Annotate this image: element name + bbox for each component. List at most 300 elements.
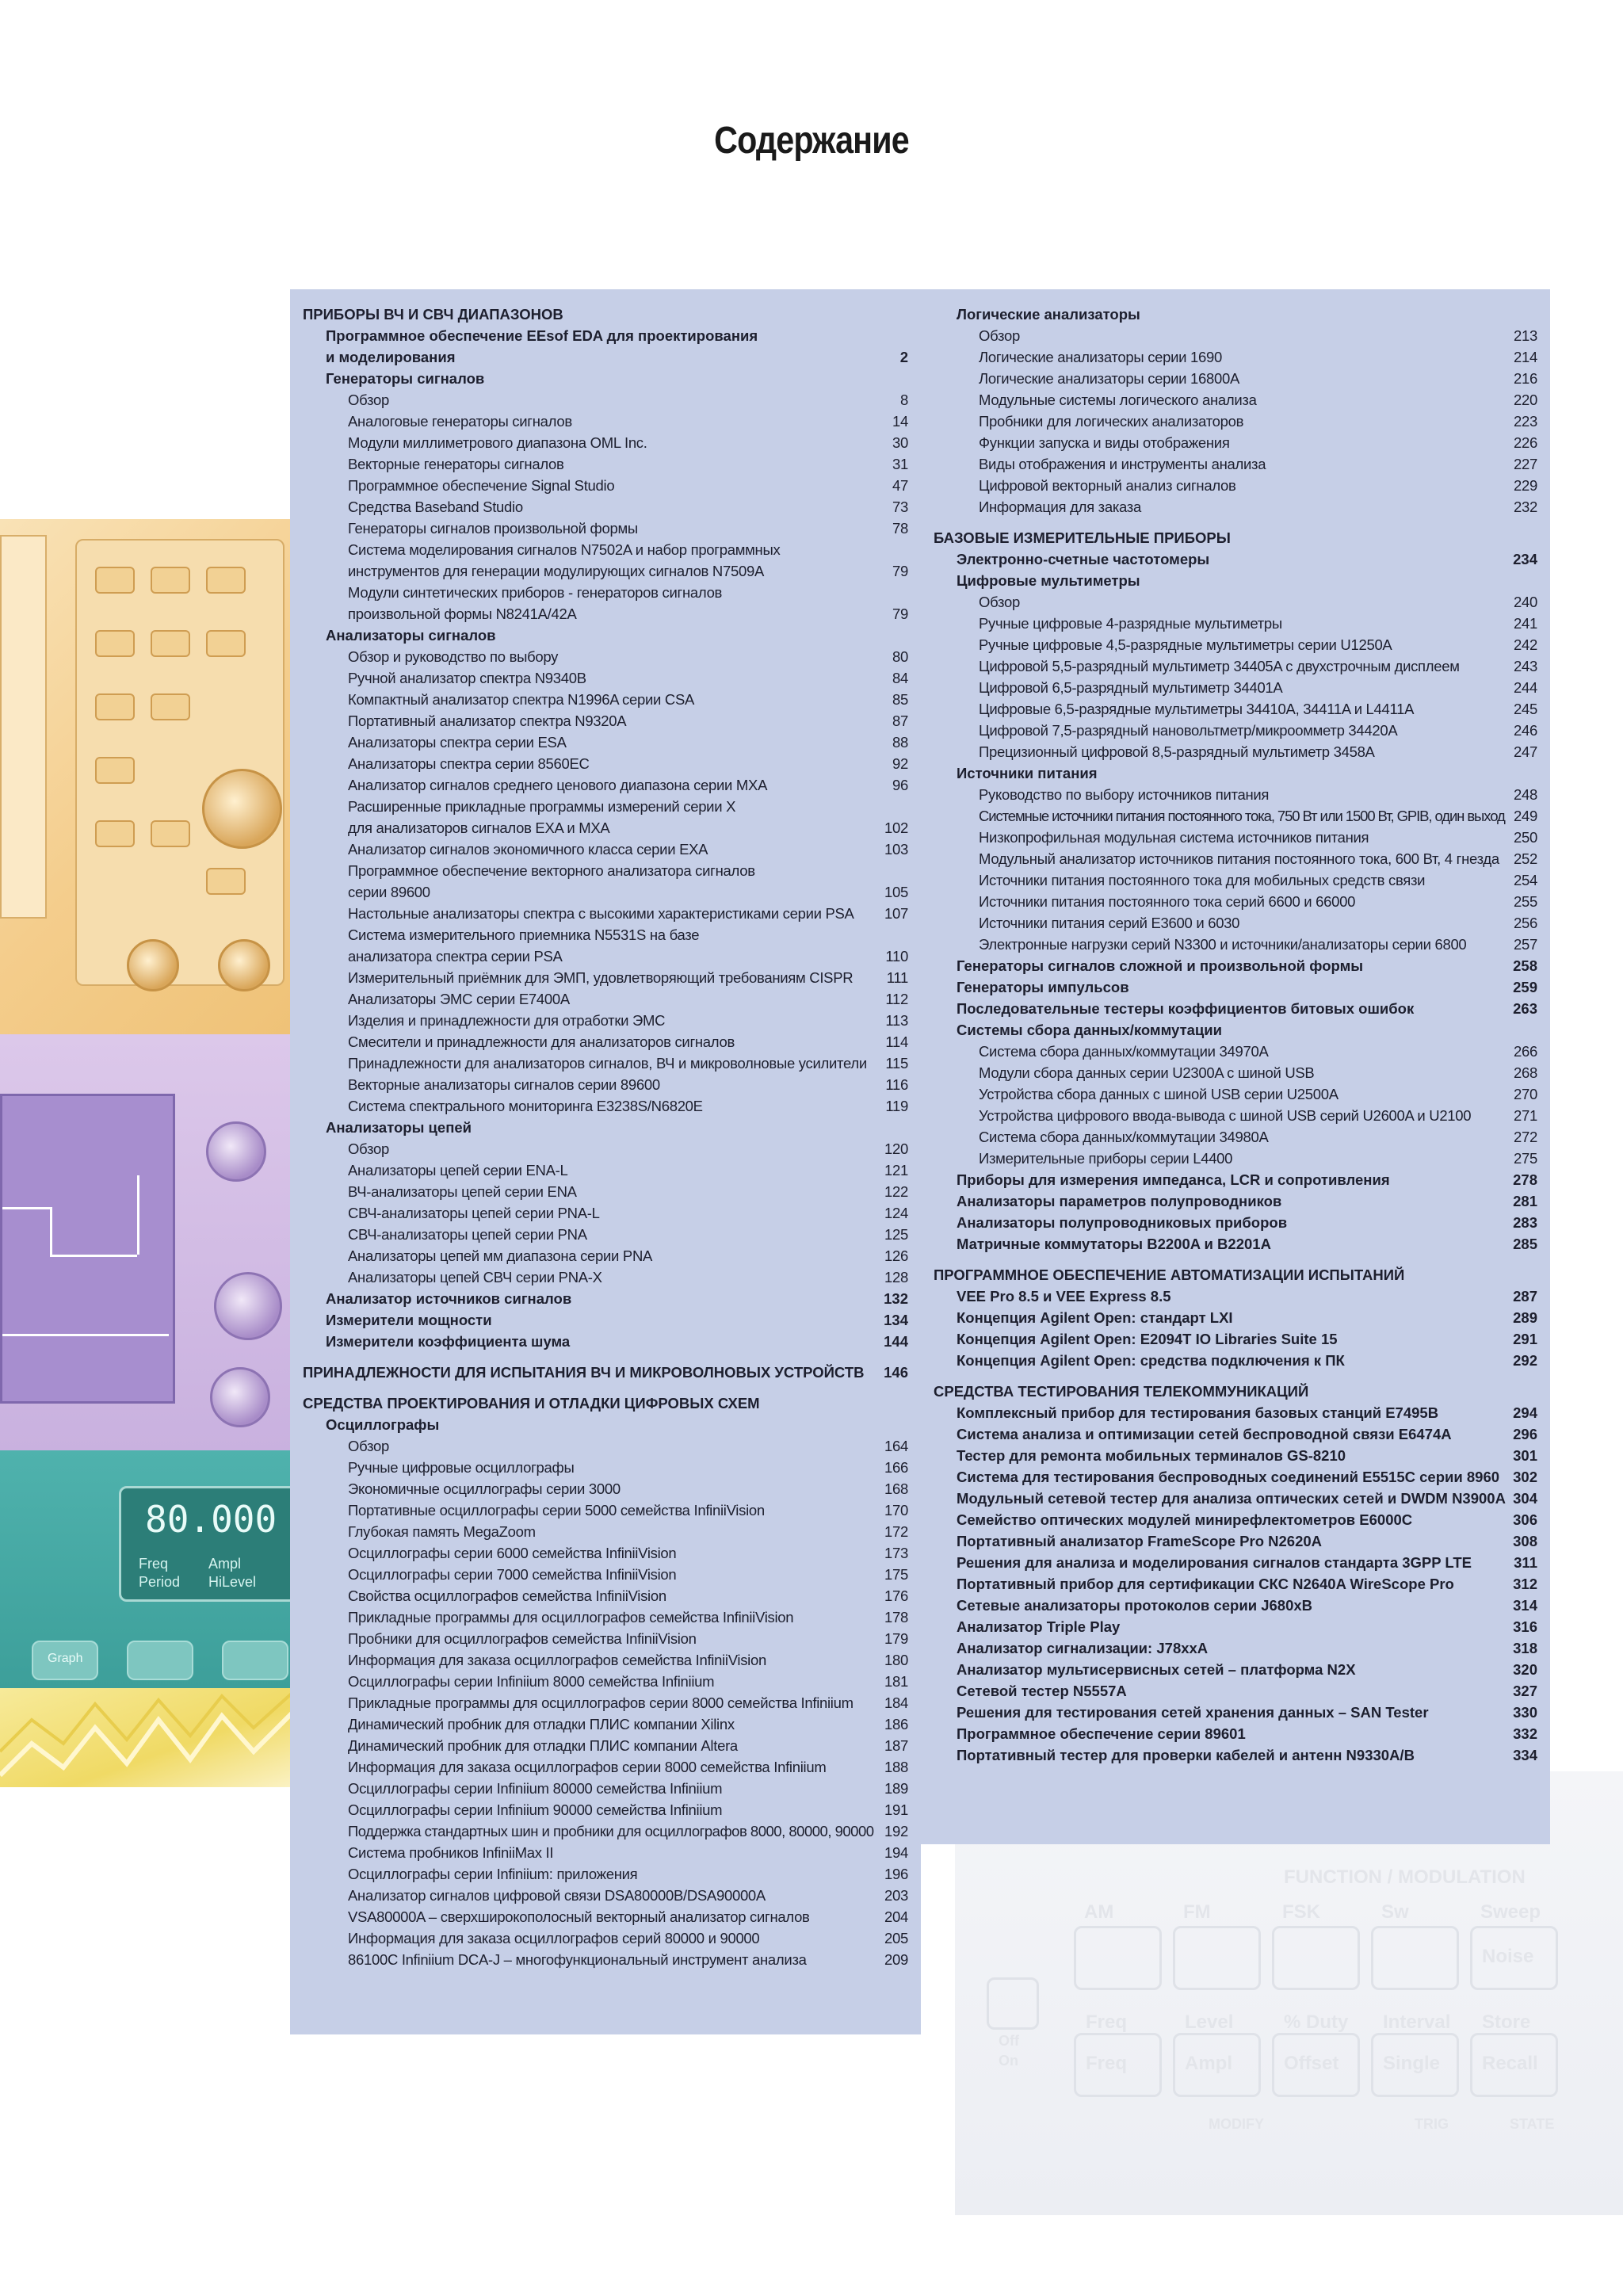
generator-key-label: Period xyxy=(139,1574,181,1590)
toc-entry-title: Система моделирования сигналов N7502A и набор программных xyxy=(348,541,781,558)
toc-subsection xyxy=(303,1414,908,1435)
toc-entry xyxy=(934,848,1537,869)
waveform-trace xyxy=(50,1207,52,1255)
toc-page-number: 124 xyxy=(884,1205,908,1221)
panel-key xyxy=(151,630,190,657)
toc-entry xyxy=(303,1266,908,1288)
toc-entry xyxy=(303,881,908,903)
toc-section-heading xyxy=(934,1264,1537,1286)
toc-entry-title: Модульный анализатор источников питания постоянного тока, 600 Вт, 4 гнезда xyxy=(979,850,1499,867)
toc-entry-title: Информация для заказа xyxy=(979,499,1141,515)
toc-entry xyxy=(934,1148,1537,1169)
toc-entry-title: Свойства осциллографов семейства InfiniiVision xyxy=(348,1587,666,1604)
toc-subsection xyxy=(934,548,1537,570)
toc-page-number: 311 xyxy=(1514,1554,1537,1571)
toc-page-number: 272 xyxy=(1514,1129,1537,1145)
toc-entry-title: Матричные коммутаторы B2200A и B2201A xyxy=(957,1236,1271,1252)
toc-page-number: 314 xyxy=(1513,1597,1537,1614)
toc-page-number: 112 xyxy=(885,991,908,1007)
toc-entry-title: Ручные цифровые 4,5-разрядные мультиметры серии U1250A xyxy=(979,636,1392,653)
toc-entry-title: СРЕДСТВА ТЕСТИРОВАНИЯ ТЕЛЕКОММУНИКАЦИЙ xyxy=(934,1383,1309,1400)
toc-subsection xyxy=(934,1423,1537,1445)
toc-entry-title: Цифровой 6,5-разрядный мультиметр 34401A xyxy=(979,679,1283,696)
toc-page-number: 283 xyxy=(1513,1214,1537,1231)
toc-subsection xyxy=(934,1680,1537,1702)
toc-entry xyxy=(934,475,1537,496)
connector-knob xyxy=(218,939,270,991)
toc-entry xyxy=(303,667,908,689)
toc-entry xyxy=(303,1756,908,1778)
panel-key xyxy=(151,820,190,847)
toc-page-number: 84 xyxy=(892,670,908,686)
toc-entry-title: Модули сбора данных серии U2300A с шиной USB xyxy=(979,1064,1315,1081)
toc-page-number: 175 xyxy=(884,1566,908,1583)
toc-entry-title: Анализатор сигналов экономичного класса серии EXA xyxy=(348,841,708,858)
toc-entry-title: Анализаторы цепей серии ENA-L xyxy=(348,1162,568,1179)
toc-page-number: 85 xyxy=(892,691,908,708)
toc-subsection xyxy=(303,325,908,346)
toc-entry xyxy=(303,389,908,411)
toc-entry xyxy=(303,1820,908,1842)
toc-entry xyxy=(303,1778,908,1799)
toc-page-number: 178 xyxy=(884,1609,908,1626)
toc-page-number: 192 xyxy=(884,1823,908,1839)
instrument-screen xyxy=(0,535,47,919)
toc-entry-title: Пробники для логических анализаторов xyxy=(979,413,1244,430)
toc-page-number: 80 xyxy=(892,648,908,665)
toc-entry-title: Информация для заказа осциллографов серий 80000 и 90000 xyxy=(348,1930,760,1946)
toc-entry xyxy=(303,1649,908,1671)
toc-page-number: 176 xyxy=(884,1587,908,1604)
power-off-label: Off xyxy=(999,2033,1019,2049)
panel-key xyxy=(206,567,246,594)
toc-entry-title: Анализаторы ЭМС серии E7400A xyxy=(348,991,570,1007)
key-label: % Duty xyxy=(1284,2011,1349,2033)
toc-entry-title: инструментов для генерации модулирующих сигналов N7509A xyxy=(348,563,764,579)
toc-entry xyxy=(934,432,1537,453)
toc-subsection xyxy=(934,1723,1537,1744)
toc-subsection xyxy=(934,570,1537,591)
toc-entry xyxy=(303,496,908,518)
toc-page-number: 73 xyxy=(892,499,908,515)
toc-page-number: 132 xyxy=(884,1290,908,1307)
toc-entry-title: Генераторы сигналов произвольной формы xyxy=(348,520,638,537)
toc-page-number: 107 xyxy=(884,905,908,922)
toc-entry-title: Анализаторы параметров полупроводников xyxy=(957,1193,1282,1209)
toc-entry xyxy=(303,753,908,774)
toc-subsection xyxy=(934,1212,1537,1233)
toc-page-number: 246 xyxy=(1514,722,1537,739)
toc-subsection xyxy=(934,1637,1537,1659)
toc-entry-title: Источники питания постоянного тока серий 6600 и 66000 xyxy=(979,893,1356,910)
toc-page-number: 87 xyxy=(892,712,908,729)
toc-entry-title: Информация для заказа осциллографов семейства InfiniiVision xyxy=(348,1652,766,1668)
waveform-trace xyxy=(137,1175,139,1255)
toc-page-number: 289 xyxy=(1513,1309,1537,1326)
toc-entry-title: Средства Baseband Studio xyxy=(348,499,523,515)
toc-entry-title: Анализаторы спектра серии 8560EC xyxy=(348,755,590,772)
toc-entry xyxy=(303,1927,908,1949)
toc-entry-title: Пробники для осциллографов семейства InfiniiVision xyxy=(348,1630,697,1647)
toc-entry-title: VSA80000A – сверхширокополосный векторный анализатор сигналов xyxy=(348,1908,810,1925)
toc-entry xyxy=(934,698,1537,720)
toc-entry-title: Система пробников InfiniiMax II xyxy=(348,1844,554,1861)
toc-entry xyxy=(934,827,1537,848)
toc-entry-title: Анализатор источников сигналов xyxy=(326,1290,572,1307)
toc-entry-title: Прецизионный цифровой 8,5-разрядный мультиметр 3458A xyxy=(979,743,1375,760)
toc-entry-title: БАЗОВЫЕ ИЗМЕРИТЕЛЬНЫЕ ПРИБОРЫ xyxy=(934,529,1231,546)
toc-entry xyxy=(934,613,1537,634)
waveform-key xyxy=(1173,1901,1261,1990)
toc-entry-title: Система сбора данных/коммутации 34970A xyxy=(979,1043,1269,1060)
toc-page-number: 316 xyxy=(1513,1618,1537,1635)
toc-entry xyxy=(934,677,1537,698)
toc-entry-title: Ручные цифровые 4-разрядные мультиметры xyxy=(979,615,1282,632)
toc-entry xyxy=(303,903,908,924)
toc-page-number: 291 xyxy=(1513,1331,1537,1347)
toc-entry-title: Портативный анализатор FrameScope Pro N2620A xyxy=(957,1533,1323,1549)
toc-entry-title: Анализаторы цепей СВЧ серии PNA-X xyxy=(348,1269,602,1286)
panel-key xyxy=(95,757,135,784)
toc-page-number: 318 xyxy=(1513,1640,1537,1656)
toc-page-number: 240 xyxy=(1514,594,1537,610)
key-label: AM xyxy=(1084,1901,1114,1923)
toc-entry-title: Логические анализаторы xyxy=(957,306,1140,323)
toc-entry-title: и моделирования xyxy=(326,349,456,365)
toc-page-number: 287 xyxy=(1513,1288,1537,1305)
toc-page-number: 128 xyxy=(884,1269,908,1286)
toc-page-number: 302 xyxy=(1513,1469,1537,1485)
toc-subsection xyxy=(934,1019,1537,1041)
toc-entry xyxy=(303,518,908,539)
toc-entry xyxy=(934,720,1537,741)
generator-key-label: HiLevel xyxy=(208,1574,257,1590)
toc-page-number: 120 xyxy=(884,1140,908,1157)
toc-page-number: 223 xyxy=(1514,413,1537,430)
toc-entry-title: Измерительные приборы серии L4400 xyxy=(979,1150,1233,1167)
toc-page-number: 113 xyxy=(885,1012,908,1029)
generator-key-label: Ampl xyxy=(208,1556,242,1572)
toc-page-number: 168 xyxy=(884,1480,908,1497)
toc-entry-title: Анализаторы цепей xyxy=(326,1119,472,1136)
toc-page-number: 301 xyxy=(1513,1447,1537,1464)
toc-entry xyxy=(934,634,1537,655)
toc-entry-title: Принадлежности для анализаторов сигналов, ВЧ и микроволновые усилители xyxy=(348,1055,867,1072)
toc-page-number: 105 xyxy=(884,884,908,900)
key-label: Single xyxy=(1383,2053,1441,2074)
key-label: FM xyxy=(1183,1901,1211,1923)
toc-entry xyxy=(303,539,908,560)
toc-page-number: 270 xyxy=(1514,1086,1537,1102)
toc-entry-title: Поддержка стандартных шин и пробники для осциллографов 8000, 80000, 90000 xyxy=(348,1823,874,1839)
toc-entry-title: Программное обеспечение серии 89601 xyxy=(957,1725,1246,1742)
toc-section-heading xyxy=(934,527,1537,548)
power-on-label: On xyxy=(999,2053,1018,2069)
toc-entry xyxy=(303,1435,908,1457)
toc-page-number: 306 xyxy=(1513,1511,1537,1528)
toc-page-number: 327 xyxy=(1513,1683,1537,1699)
rotary-knob xyxy=(202,769,282,849)
toc-entry xyxy=(303,1138,908,1159)
toc-page-number: 184 xyxy=(884,1694,908,1711)
toc-page-number: 122 xyxy=(884,1183,908,1200)
toc-entry xyxy=(303,1564,908,1585)
toc-subsection xyxy=(934,1169,1537,1190)
toc-entry-title: Источники питания xyxy=(957,765,1098,781)
toc-page-number: 263 xyxy=(1513,1000,1537,1017)
generator-key xyxy=(32,1641,98,1680)
toc-page-number: 220 xyxy=(1514,392,1537,408)
toc-entry-title: Анализаторы полупроводниковых приборов xyxy=(957,1214,1288,1231)
panel-key xyxy=(206,630,246,657)
toc-entry xyxy=(303,1478,908,1499)
toc-entry-title: Решения для анализа и моделирования сигналов стандарта 3GPP LTE xyxy=(957,1554,1472,1571)
toc-page-number: 30 xyxy=(892,434,908,451)
toc-page-number: 216 xyxy=(1514,370,1537,387)
toc-entry-title: Ручные цифровые осциллографы xyxy=(348,1459,575,1476)
toc-subsection xyxy=(934,1307,1537,1328)
orange-instrument-photo xyxy=(0,519,293,1034)
toc-entry-title: Система для тестирования беспроводных соединений E5515C серии 8960 xyxy=(957,1469,1500,1485)
toc-page-number: 119 xyxy=(885,1098,908,1114)
toc-entry-title: для анализаторов сигналов EXA и MXA xyxy=(348,819,610,836)
toc-page-number: 332 xyxy=(1513,1725,1537,1742)
toc-right-column xyxy=(921,289,1550,1844)
toc-page-number: 203 xyxy=(884,1887,908,1904)
key-label: Freq xyxy=(1086,2053,1128,2074)
key-label: Sweep xyxy=(1480,1901,1541,1923)
toc-subsection xyxy=(934,1488,1537,1509)
toc-page-number: 266 xyxy=(1514,1043,1537,1060)
toc-entry xyxy=(303,1906,908,1927)
generator-display-value: 80.000 xyxy=(145,1498,277,1541)
toc-entry-title: Компактный анализатор спектра N1996A серии CSA xyxy=(348,691,695,708)
toc-entry-title: Источники питания постоянного тока для мобильных средств связи xyxy=(979,872,1426,888)
toc-entry xyxy=(303,1863,908,1885)
toc-entry-title: Расширенные прикладные программы измерений серии X xyxy=(348,798,736,815)
toc-entry-title: Система измерительного приемника N5531S на базе xyxy=(348,926,700,943)
modify-key xyxy=(1074,2011,1162,2097)
function-modulation-label: FUNCTION / MODULATION xyxy=(1284,1866,1526,1888)
toc-entry xyxy=(934,346,1537,368)
toc-subsection xyxy=(303,625,908,646)
toc-page-number: 294 xyxy=(1513,1404,1537,1421)
toc-entry xyxy=(303,432,908,453)
toc-entry xyxy=(303,1010,908,1031)
page-title: Содержание xyxy=(714,120,909,162)
toc-page-number: 304 xyxy=(1513,1490,1537,1507)
key-label: Level xyxy=(1185,2011,1234,2033)
toc-page-number: 249 xyxy=(1514,808,1537,824)
toc-subsection xyxy=(303,346,908,368)
toc-entry-title: Осциллографы серии 6000 семейства InfiniiVision xyxy=(348,1545,677,1561)
toc-entry xyxy=(934,389,1537,411)
toc-page-number: 92 xyxy=(892,755,908,772)
toc-entry xyxy=(303,1735,908,1756)
toc-page-number: 292 xyxy=(1513,1352,1537,1369)
toc-entry-title: Цифровой векторный анализ сигналов xyxy=(979,477,1236,494)
toc-entry-title: Руководство по выбору источников питания xyxy=(979,786,1270,803)
toc-page-number: 227 xyxy=(1514,456,1537,472)
toc-entry-title: Приборы для измерения импеданса, LCR и сопротивления xyxy=(957,1171,1390,1188)
trig-key xyxy=(1371,2011,1459,2097)
toc-entry-title: VEE Pro 8.5 и VEE Express 8.5 xyxy=(957,1288,1171,1305)
key-label: Interval xyxy=(1383,2011,1451,2033)
toc-entry-title: Логические анализаторы серии 16800A xyxy=(979,370,1240,387)
toc-entry-title: СВЧ-анализаторы цепей серии PNA-L xyxy=(348,1205,600,1221)
modify-key xyxy=(1272,2011,1360,2097)
connector-knob xyxy=(127,939,179,991)
toc-entry xyxy=(934,1083,1537,1105)
toc-entry-title: Модульные системы логического анализа xyxy=(979,392,1257,408)
toc-entry xyxy=(303,796,908,817)
toc-page-number: 114 xyxy=(885,1033,908,1050)
toc-entry-title: Цифровые мультиметры xyxy=(957,572,1140,589)
toc-page-number: 334 xyxy=(1513,1747,1537,1763)
toc-entry-title: анализатора спектра серии PSA xyxy=(348,948,563,965)
toc-entry xyxy=(303,1585,908,1606)
toc-page-number: 111 xyxy=(886,969,908,986)
toc-page-number: 170 xyxy=(884,1502,908,1519)
toc-entry-title: Генераторы импульсов xyxy=(957,979,1129,995)
toc-entry-title: ВЧ-анализаторы цепей серии ENA xyxy=(348,1183,577,1200)
toc-entry xyxy=(303,1499,908,1521)
toc-entry xyxy=(934,934,1537,955)
toc-subsection xyxy=(934,1595,1537,1616)
toc-entry xyxy=(303,1842,908,1863)
toc-page-number: 88 xyxy=(892,734,908,751)
toc-page-number: 79 xyxy=(892,563,908,579)
toc-entry-title: Осциллографы серии Infiniium 8000 семейства Infiniium xyxy=(348,1673,715,1690)
toc-entry-title: Функции запуска и виды отображения xyxy=(979,434,1230,451)
toc-entry xyxy=(303,1885,908,1906)
toc-entry-title: Решения для тестирования сетей хранения данных – SAN Tester xyxy=(957,1704,1429,1721)
toc-entry xyxy=(303,710,908,732)
toc-entry-title: Модули синтетических приборов - генераторов сигналов xyxy=(348,584,723,601)
toc-entry-title: Системные источники питания постоянного тока, 750 Вт или 1500 Вт, GPIB, один выход xyxy=(979,808,1505,824)
waveform-key xyxy=(1371,1901,1459,1990)
panel-key xyxy=(151,693,190,720)
toc-entry xyxy=(303,1521,908,1542)
key-label: FSK xyxy=(1282,1901,1320,1923)
toc-entry-title: Виды отображения и инструменты анализа xyxy=(979,456,1266,472)
toc-entry-title: Аналоговые генераторы сигналов xyxy=(348,413,572,430)
toc-entry-title: Обзор xyxy=(979,327,1020,344)
waveform-key xyxy=(1074,1901,1162,1990)
toc-entry-title: Настольные анализаторы спектра с высокими характеристиками серии PSA xyxy=(348,905,854,922)
toc-page-number: 209 xyxy=(884,1951,908,1968)
key-label: Offset xyxy=(1284,2053,1339,2074)
toc-entry xyxy=(303,817,908,839)
toc-page-number: 8 xyxy=(900,392,908,408)
toc-entry xyxy=(934,891,1537,912)
toc-entry-title: СРЕДСТВА ПРОЕКТИРОВАНИЯ И ОТЛАДКИ ЦИФРОВЫХ СХЕМ xyxy=(303,1395,760,1412)
toc-entry-title: Анализаторы спектра серии ESA xyxy=(348,734,567,751)
scope-knob xyxy=(210,1367,270,1427)
toc-entry-title: Анализатор мультисервисных сетей – платформа N2X xyxy=(957,1661,1356,1678)
key-label: Store xyxy=(1482,2011,1531,2033)
toc-entry xyxy=(303,967,908,988)
toc-page-number: 96 xyxy=(892,777,908,793)
toc-entry xyxy=(303,732,908,753)
toc-page-number: 205 xyxy=(884,1930,908,1946)
toc-entry xyxy=(303,1224,908,1245)
waveform-trace xyxy=(2,1334,169,1336)
toc-entry-title: Осциллографы серии 7000 семейства InfiniiVision xyxy=(348,1566,677,1583)
toc-entry-title: Портативные осциллографы серии 5000 семейства InfiniiVision xyxy=(348,1502,765,1519)
toc-entry xyxy=(303,1542,908,1564)
toc-entry-title: Генераторы сигналов сложной и произвольной формы xyxy=(957,957,1364,974)
toc-entry xyxy=(303,1713,908,1735)
toc-entry-title: Устройства сбора данных с шиной USB серии U2500A xyxy=(979,1086,1338,1102)
toc-entry-title: Осциллографы серии Infiniium 90000 семейства Infiniium xyxy=(348,1801,723,1818)
toc-entry xyxy=(303,1202,908,1224)
toc-subsection xyxy=(934,1286,1537,1307)
toc-page-number: 258 xyxy=(1513,957,1537,974)
toc-entry-title: Комплексный прибор для тестирования базовых станций E7495B xyxy=(957,1404,1439,1421)
key-label: Noise xyxy=(1482,1946,1534,1967)
toc-page-number: 255 xyxy=(1514,893,1537,910)
toc-entry xyxy=(303,1159,908,1181)
toc-entry xyxy=(303,1031,908,1052)
toc-page-number: 125 xyxy=(884,1226,908,1243)
toc-page-number: 116 xyxy=(885,1076,908,1093)
toc-entry-title: Экономичные осциллографы серии 3000 xyxy=(348,1480,621,1497)
toc-entry-title: произвольной формы N8241A/42A xyxy=(348,606,577,622)
toc-entry xyxy=(934,368,1537,389)
toc-entry xyxy=(303,946,908,967)
generator-key xyxy=(222,1641,288,1680)
toc-entry-title: Цифровой 5,5-разрядный мультиметр 34405A с двухстрочным дисплеем xyxy=(979,658,1460,674)
toc-page-number: 103 xyxy=(884,841,908,858)
generator-key-label: Graph xyxy=(48,1652,83,1665)
toc-page-number: 234 xyxy=(1513,551,1537,567)
toc-section-heading xyxy=(303,304,908,325)
toc-page-number: 31 xyxy=(892,456,908,472)
toc-page-number: 121 xyxy=(884,1162,908,1179)
toc-entry-title: Устройства цифрового ввода-вывода с шиной USB серий U2600A и U2100 xyxy=(979,1107,1472,1124)
toc-subsection xyxy=(934,1350,1537,1371)
modify-key xyxy=(1173,2011,1261,2097)
toc-subsection xyxy=(934,1530,1537,1552)
waveform-pattern xyxy=(0,1688,293,1787)
toc-entry-title: Измерители коэффициента шума xyxy=(326,1333,571,1350)
toc-left-list xyxy=(303,304,908,1970)
toc-page-number: 245 xyxy=(1514,701,1537,717)
toc-entry-title: Семейство оптических модулей минирефлектометров E6000C xyxy=(957,1511,1413,1528)
toc-entry xyxy=(303,988,908,1010)
toc-entry-title: серии 89600 xyxy=(348,884,430,900)
toc-page-number: 173 xyxy=(884,1545,908,1561)
toc-page-number: 126 xyxy=(884,1247,908,1264)
toc-entry-title: СВЧ-анализаторы цепей серии PNA xyxy=(348,1226,587,1243)
toc-page-number: 254 xyxy=(1514,872,1537,888)
toc-subsection xyxy=(934,955,1537,976)
toc-page-number: 259 xyxy=(1513,979,1537,995)
toc-entry-title: Осциллографы серии Infiniium: приложения xyxy=(348,1866,638,1882)
trig-group-label: TRIG xyxy=(1415,2116,1449,2132)
toc-page-number: 78 xyxy=(892,520,908,537)
toc-subsection xyxy=(303,1309,908,1331)
toc-page-number: 271 xyxy=(1514,1107,1537,1124)
toc-page-number: 144 xyxy=(884,1333,908,1350)
toc-subsection xyxy=(934,304,1537,325)
toc-subsection xyxy=(934,762,1537,784)
toc-entry xyxy=(303,839,908,860)
toc-entry-title: Анализаторы сигналов xyxy=(326,627,496,644)
panel-key xyxy=(95,693,135,720)
toc-subsection xyxy=(934,1616,1537,1637)
